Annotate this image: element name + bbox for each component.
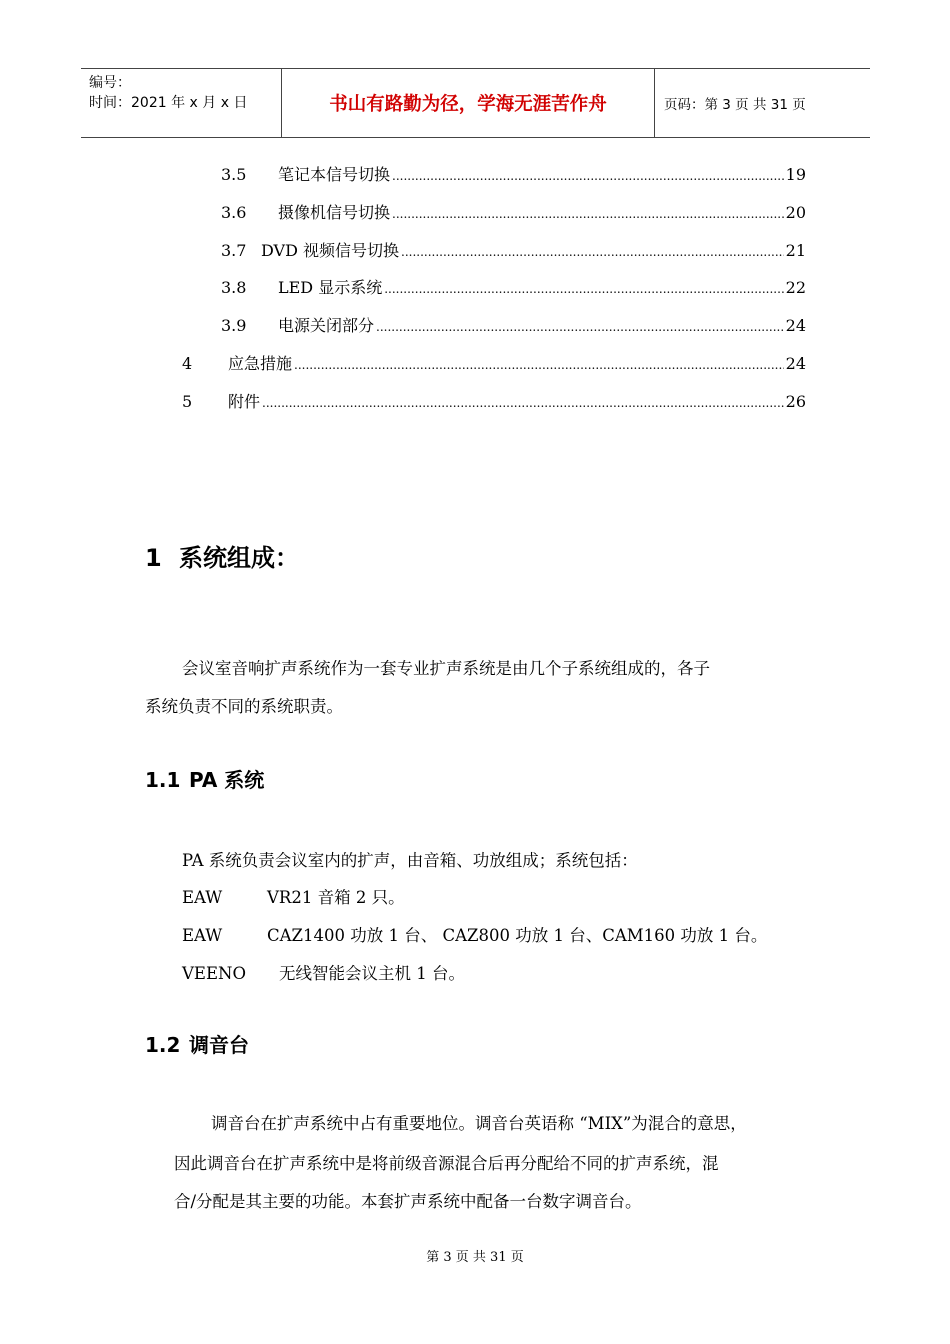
toc-page: 22 [785, 278, 806, 297]
toc-number: 3.5 [221, 165, 247, 184]
toc-leader [294, 358, 784, 372]
toc-page: 21 [785, 241, 806, 260]
subsection-title: PA 系统 [189, 768, 265, 792]
toc-title: 附件 [228, 392, 261, 411]
paragraph: 系统负责不同的系统职责。 [145, 697, 343, 716]
paragraph: PA 系统负责会议室内的扩声，由音箱、功放组成；系统包括： [182, 851, 638, 870]
toc-number: 3.9 [221, 316, 247, 335]
paragraph: 因此调音台在扩声系统中是将前级音源混合后再分配给不同的扩声系统，混 [174, 1154, 719, 1173]
subsection-heading [145, 1029, 249, 1058]
toc-number: 3.8 [221, 278, 247, 297]
subsection-title: 调音台 [189, 1033, 249, 1057]
toc-title: 应急措施 [228, 354, 293, 373]
page-footer: 第 3 页 共 31 页 [426, 1250, 524, 1265]
toc-leader [262, 396, 784, 410]
section-heading [145, 538, 299, 573]
toc-leader [392, 169, 784, 183]
toc-entry[interactable] [182, 351, 806, 375]
toc-entry[interactable] [221, 313, 806, 337]
brand-name: EAW [182, 926, 223, 945]
toc-number: 4 [182, 354, 193, 373]
brand-name: EAW [182, 888, 223, 907]
header-page-info: 页码：第 3 页 共 31 页 [664, 97, 806, 113]
toc-entry[interactable] [221, 238, 806, 262]
toc-page: 19 [785, 165, 806, 184]
toc-number: 3.7 [221, 241, 247, 260]
toc-leader [384, 282, 783, 296]
list-item [182, 922, 767, 946]
subsection-heading [145, 764, 264, 793]
header-meta [89, 73, 279, 113]
toc-entry[interactable] [221, 162, 806, 186]
toc-page: 24 [785, 354, 806, 373]
toc-entry[interactable] [221, 275, 806, 299]
item-desc: VR21 音箱 2 只。 [267, 888, 405, 907]
toc-title: DVD 视频信号切换 [261, 241, 400, 260]
toc-title: LED 显示系统 [278, 278, 383, 297]
item-desc: CAZ1400 功放 1 台、 CAZ800 功放 1 台、CAM160 功放 1 台。 [267, 926, 768, 945]
toc-entry[interactable] [182, 389, 806, 413]
list-item [182, 960, 465, 984]
header-time: 时间：2021 年 x 月 x 日 [89, 95, 248, 111]
paragraph: 调音台在扩声系统中占有重要地位。调音台英语称 “MIX”为混合的意思， [211, 1114, 747, 1133]
toc-title: 笔记本信号切换 [278, 165, 391, 184]
toc-entry[interactable] [221, 200, 806, 224]
toc-number: 3.6 [221, 203, 247, 222]
subsection-number: 1.1 [145, 768, 181, 792]
toc-number: 5 [182, 392, 193, 411]
header-divider [654, 69, 655, 137]
page-header [81, 68, 870, 138]
item-desc: 无线智能会议主机 1 台。 [279, 964, 465, 983]
section-title: 系统组成： [179, 544, 299, 572]
toc-page: 20 [785, 203, 806, 222]
section-number: 1 [145, 544, 162, 572]
toc-page: 26 [785, 392, 806, 411]
toc-page: 24 [785, 316, 806, 335]
toc-leader [376, 320, 784, 334]
header-number: 编号： [89, 75, 131, 91]
toc-title: 摄像机信号切换 [278, 203, 391, 222]
brand-name: VEENO [182, 964, 246, 983]
list-item [182, 884, 405, 908]
toc-leader [401, 245, 784, 259]
toc-title: 电源关闭部分 [278, 316, 375, 335]
paragraph: 会议室音响扩声系统作为一套专业扩声系统是由几个子系统组成的，各子 [182, 659, 710, 678]
header-motto: 书山有路勤为径，学海无涯苦作舟 [329, 94, 607, 115]
toc-leader [392, 207, 784, 221]
paragraph: 合/分配是其主要的功能。本套扩声系统中配备一台数字调音台。 [174, 1192, 642, 1211]
subsection-number: 1.2 [145, 1033, 181, 1057]
